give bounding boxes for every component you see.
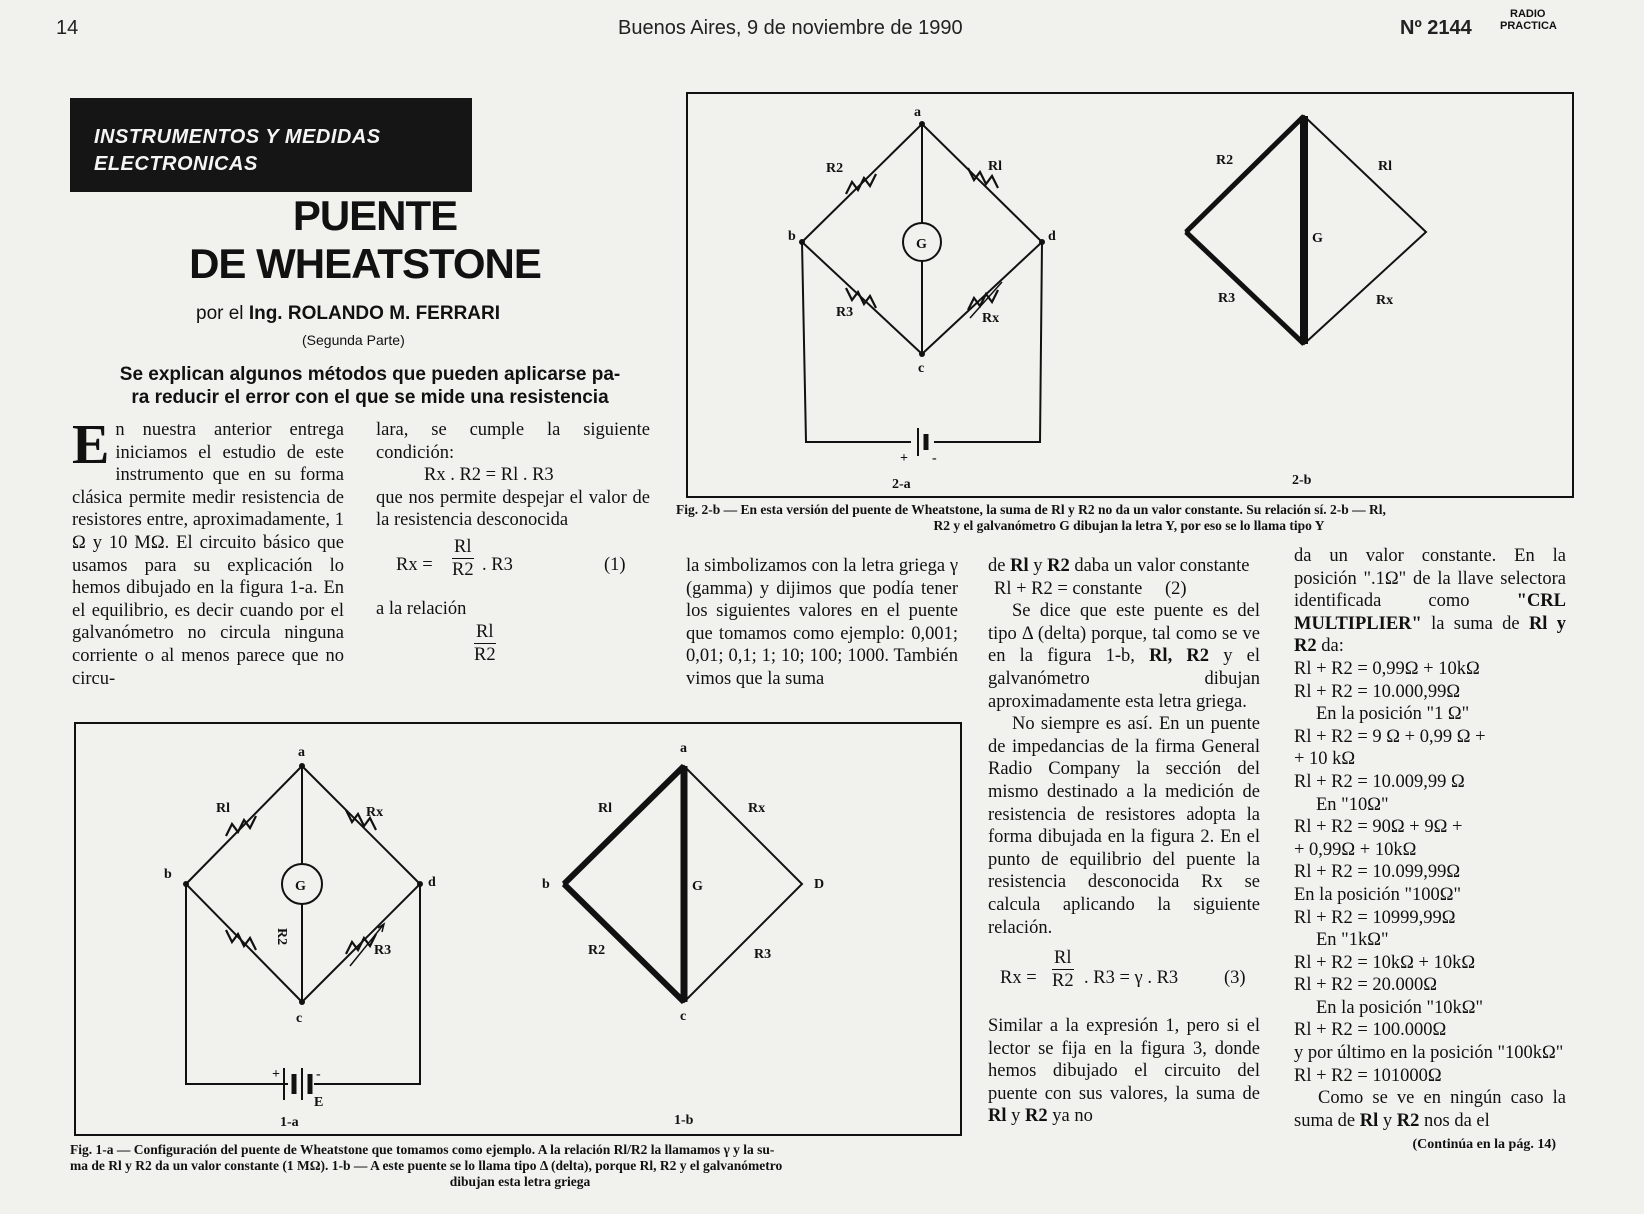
fig2-sublabel-a: 2-a: [892, 477, 911, 492]
sum-line: En "10Ω": [1316, 794, 1389, 815]
col4-p3: No siempre es así. En un puente de impedancias de la firma General Radio Company la sección del mismo destinado a la medición de resistencia de resistores adopta la forma dibujada en la figura 2. En el punto de equilibrio del puente la resistencia desconocida Rx se calcula aplicando la siguiente relación.: [988, 714, 1260, 938]
col4-p1-r2: R2: [1047, 556, 1070, 576]
figure-1-caption-line-2: ma de Rl y R2 da un valor constante (1 MΩ). 1-b — A este puente se lo llama tipo Δ (delta), porque Rl, R2 y el galvanómetro: [70, 1158, 783, 1173]
fig2a-plus: +: [900, 451, 908, 466]
sum-line: + 0,99Ω + 10kΩ: [1294, 839, 1417, 860]
eq1-lhs: Rx =: [396, 554, 433, 575]
col5-sums: [1294, 658, 1566, 1087]
col5-end-text: Como se ve en ningún caso la suma de: [1294, 1088, 1566, 1131]
col4-p1: [988, 555, 1260, 578]
col5-intro: [1294, 545, 1566, 658]
eq1-rhs: . R3: [482, 554, 513, 575]
sum-line: En la posición "1 Ω": [1316, 704, 1470, 725]
figure-1-caption-line-3: dibujan esta letra griega: [449, 1174, 591, 1189]
col4-p1-c: daba un valor constante: [1074, 556, 1250, 576]
col4-p2-r: Rl, R2: [1149, 646, 1209, 667]
fig1a-battery-e: E: [314, 1095, 324, 1110]
col5-end: [1294, 1087, 1566, 1132]
fig2a-node-d: d: [1048, 229, 1056, 244]
subtitle-line-2: ra reducir el error con el que se mide una resistencia: [131, 387, 609, 408]
page-number: 14: [56, 17, 79, 39]
magazine-logo: [1500, 8, 1557, 32]
ratio-numerator: Rl: [474, 621, 496, 644]
eq3-rhs: . R3 = γ . R3: [1084, 968, 1179, 989]
figure-2-caption: [676, 502, 1582, 534]
eq3-fraction: [1052, 947, 1074, 992]
column-1-text: n nuestra anterior entrega iniciamos el estudio de este instrumento que en su forma clásica permite medir resistencia de resistores entre, aproximadamente, 1 Ω y 10 MΩ. El circuito básico que usamos para su explicación lo hemos dibujado en la figura 1-a. En el equilibrio, es decir cuando por el galvanómetro no circula ninguna corriente o al menos parece que no circu-: [72, 420, 344, 689]
title-line-2: DE WHEATSTONE: [189, 240, 541, 287]
sum-line: + 10 kΩ: [1294, 749, 1356, 770]
subtitle: [90, 363, 650, 409]
column-3: [686, 555, 958, 691]
figure-1-caption-line-1: Fig. 1-a — Configuración del puente de Wheatstone que tomamos como ejemplo. A la relación Rl/R2 la llamamos γ y la su-: [70, 1142, 775, 1157]
sum-line: Rl + R2 = 10kΩ + 10kΩ: [1294, 952, 1476, 973]
fig1a-label-r1: Rl: [216, 801, 230, 816]
fig1-sublabel-a: 1-a: [280, 1115, 299, 1130]
sum-line: Rl + R2 = 10.009,99 Ω: [1294, 771, 1465, 792]
col4-p4: [988, 1015, 1260, 1128]
eq1-tag: (1): [604, 554, 626, 575]
sum-line: Rl + R2 = 0,99Ω + 10kΩ: [1294, 658, 1480, 679]
byline-name: Ing. ROLANDO M. FERRARI: [248, 303, 501, 324]
equation-1: [376, 536, 650, 594]
ratio-fraction: [474, 621, 496, 666]
col4-p4-c: ya no: [1052, 1106, 1093, 1127]
fig1b-label-r2: R2: [588, 943, 606, 958]
column-3-text: la simbolizamos con la letra griega γ (gamma) y dijimos que podía tener los siguientes valores en el puente que tomamos como ejemplo: 0,001; 0,01; 0,1; 1; 10; 100; 1000. También vimos que la suma: [686, 556, 958, 689]
sum-line: En la posición "100Ω": [1294, 884, 1462, 905]
fig2a-galvanometer: G: [916, 237, 927, 252]
sum-line: y por último en la posición "100kΩ": [1294, 1043, 1564, 1064]
crl-multiplier: "CRL MULTIPLIER": [1294, 591, 1567, 634]
col4-p4-r2: R2: [1025, 1106, 1048, 1127]
col5-l2: la suma de: [1431, 613, 1520, 634]
figure-1-caption: [70, 1142, 970, 1190]
col4-p4-text: Similar a la expresión 1, pero si el lector se fija en la figura 3, donde hemos dibujado el circuito del puente con sus valores, la suma de: [988, 1016, 1260, 1104]
fig1b-node-b: b: [542, 877, 550, 892]
column-5: [1294, 545, 1566, 1157]
sum-line: En la posición "10kΩ": [1316, 997, 1484, 1018]
title-line-1: PUENTE: [292, 192, 458, 239]
fig1a-plus: +: [272, 1067, 280, 1082]
fig2a-node-a: a: [914, 105, 921, 120]
fig1b-node-a: a: [680, 741, 687, 756]
fig1a-node-b: b: [164, 867, 172, 882]
sum-line: Rl + R2 = 10.000,99Ω: [1294, 681, 1461, 702]
section-line-1: INSTRUMENTOS Y MEDIDAS: [94, 126, 381, 148]
col2-text-a: lara, se cumple la siguiente condición:: [376, 420, 650, 463]
col5-l2-r: Rl y R2: [1294, 613, 1566, 657]
sum-line: Rl + R2 = 100.000Ω: [1294, 1020, 1447, 1041]
col4-p2: [988, 600, 1260, 713]
fig2a-label-rx: Rx: [982, 311, 1000, 326]
col4-p1-a: de: [988, 556, 1006, 576]
fig2a-node-c: c: [918, 361, 925, 376]
col5-l1: da un valor constante. En la posición ".1Ω" de la llave selectora identificada como: [1294, 546, 1566, 612]
equation-2: [988, 578, 1260, 601]
byline: [196, 303, 500, 325]
fig1a-label-rx: Rx: [366, 805, 384, 820]
col2-text-b: que nos permite despejar el valor de la resistencia desconocida: [376, 487, 650, 531]
sum-line: Rl + R2 = 90Ω + 9Ω +: [1294, 817, 1463, 838]
figure-1-diagram: [74, 722, 960, 1134]
fig2b-label-r1: Rl: [1378, 159, 1392, 174]
eq3-lhs: Rx =: [1000, 968, 1037, 989]
col5-end-r2: R2: [1396, 1110, 1420, 1131]
eq1-numerator: Rl: [452, 536, 474, 559]
fig1a-minus: -: [316, 1067, 321, 1082]
drop-cap: E: [72, 414, 110, 476]
figure-2-caption-line-1: Fig. 2-b — En esta versión del puente de Wheatstone, la suma de Rl y R2 no da un valor constante. Su relación sí. 2-b — Rl,: [676, 502, 1386, 517]
section-line-2: ELECTRONICAS: [94, 153, 258, 175]
fig2a-node-b: b: [788, 229, 796, 244]
logo-line-1: RADIO: [1510, 8, 1546, 20]
equation-main: Rx . R2 = Rl . R3: [424, 465, 554, 486]
sum-line: Rl + R2 = 10.099,99Ω: [1294, 862, 1461, 883]
col4-p1-r1: Rl: [1010, 556, 1029, 576]
fig2-sublabel-b: 2-b: [1292, 473, 1312, 488]
eq3-tag: (3): [1224, 968, 1246, 989]
fig1a-galvanometer: G: [295, 879, 306, 894]
fig1a-node-a: a: [298, 745, 305, 760]
section-banner: [70, 98, 472, 192]
col4-p4-b: y: [1011, 1106, 1021, 1127]
logo-line-2: PRACTICA: [1500, 20, 1557, 32]
fig1b-node-D: D: [814, 877, 825, 892]
part-label: (Segunda Parte): [302, 332, 405, 348]
figure-2-diagram: [686, 92, 1572, 496]
eq2-text: Rl + R2 = constante: [994, 578, 1143, 599]
fig2a-label-r1: Rl: [988, 159, 1002, 174]
fig1a-label-r3: R3: [374, 943, 392, 958]
fig2b-label-r3: R3: [1218, 291, 1236, 306]
ratio-denominator: R2: [474, 644, 496, 665]
subtitle-line-1: Se explican algunos métodos que pueden aplicarse pa-: [119, 364, 621, 385]
fig2b-label-r2: R2: [1216, 153, 1234, 168]
col5-end-b: y: [1382, 1110, 1393, 1131]
col4-p4-r1: Rl: [988, 1106, 1007, 1127]
fig1a-label-r2: R2: [274, 928, 289, 946]
fig1b-galvanometer: G: [692, 879, 703, 894]
col5-end-r1: Rl: [1359, 1110, 1379, 1131]
fig2a-label-r3: R3: [836, 305, 854, 320]
col4-p1-b: y: [1033, 556, 1043, 576]
fig1b-label-r3: R3: [754, 947, 772, 962]
eq3-numerator: Rl: [1052, 947, 1074, 970]
column-4: [988, 555, 1260, 1128]
eq1-fraction: [452, 536, 474, 581]
fig2b-galvanometer: G: [1312, 231, 1323, 246]
figure-2-caption-line-2: R2 y el galvanómetro G dibujan la letra Y, por eso se lo llama tipo Y: [933, 518, 1325, 533]
fig1b-node-c: c: [680, 1009, 687, 1024]
eq2-tag: (2): [1164, 578, 1187, 599]
fig1a-node-c: c: [296, 1011, 303, 1026]
fig1-sublabel-b: 1-b: [674, 1113, 694, 1128]
col4-p2-b: y el galvanómetro dibujan aproximadamente esta letra griega.: [988, 646, 1260, 712]
fig1b-label-r1: Rl: [598, 801, 612, 816]
fig2a-minus: -: [932, 451, 937, 466]
col2-text-c: a la relación: [376, 598, 467, 619]
equation-3: [988, 947, 1260, 1009]
col5-l2-b: da:: [1321, 636, 1344, 657]
sum-line: En "1kΩ": [1316, 930, 1389, 951]
column-1: [72, 414, 344, 690]
sum-line: Rl + R2 = 9 Ω + 0,99 Ω +: [1294, 726, 1486, 747]
byline-prefix: por el: [196, 303, 244, 324]
issue-number: Nº 2144: [1400, 17, 1472, 39]
eq1-denominator: R2: [452, 559, 474, 580]
article-title: [150, 192, 580, 288]
fig2a-label-r2: R2: [826, 161, 844, 176]
sum-line: Rl + R2 = 101000Ω: [1294, 1065, 1442, 1086]
dateline: Buenos Aires, 9 de noviembre de 1990: [618, 17, 963, 39]
fig1b-label-rx: Rx: [748, 801, 766, 816]
continued-note: (Continúa en la pág. 14): [1412, 1137, 1556, 1153]
col4-p2-text: Se dice que este puente es del tipo Δ (delta) porque, tal como se ve en la figura 1-b,: [988, 601, 1260, 667]
fig2b-label-rx: Rx: [1376, 293, 1394, 308]
column-2: [376, 419, 650, 666]
eq3-denominator: R2: [1052, 971, 1074, 992]
sum-line: Rl + R2 = 20.000Ω: [1294, 975, 1438, 996]
fig1a-node-d: d: [428, 875, 436, 890]
sum-line: Rl + R2 = 10999,99Ω: [1294, 907, 1456, 928]
col5-end-c: nos da el: [1424, 1110, 1490, 1131]
